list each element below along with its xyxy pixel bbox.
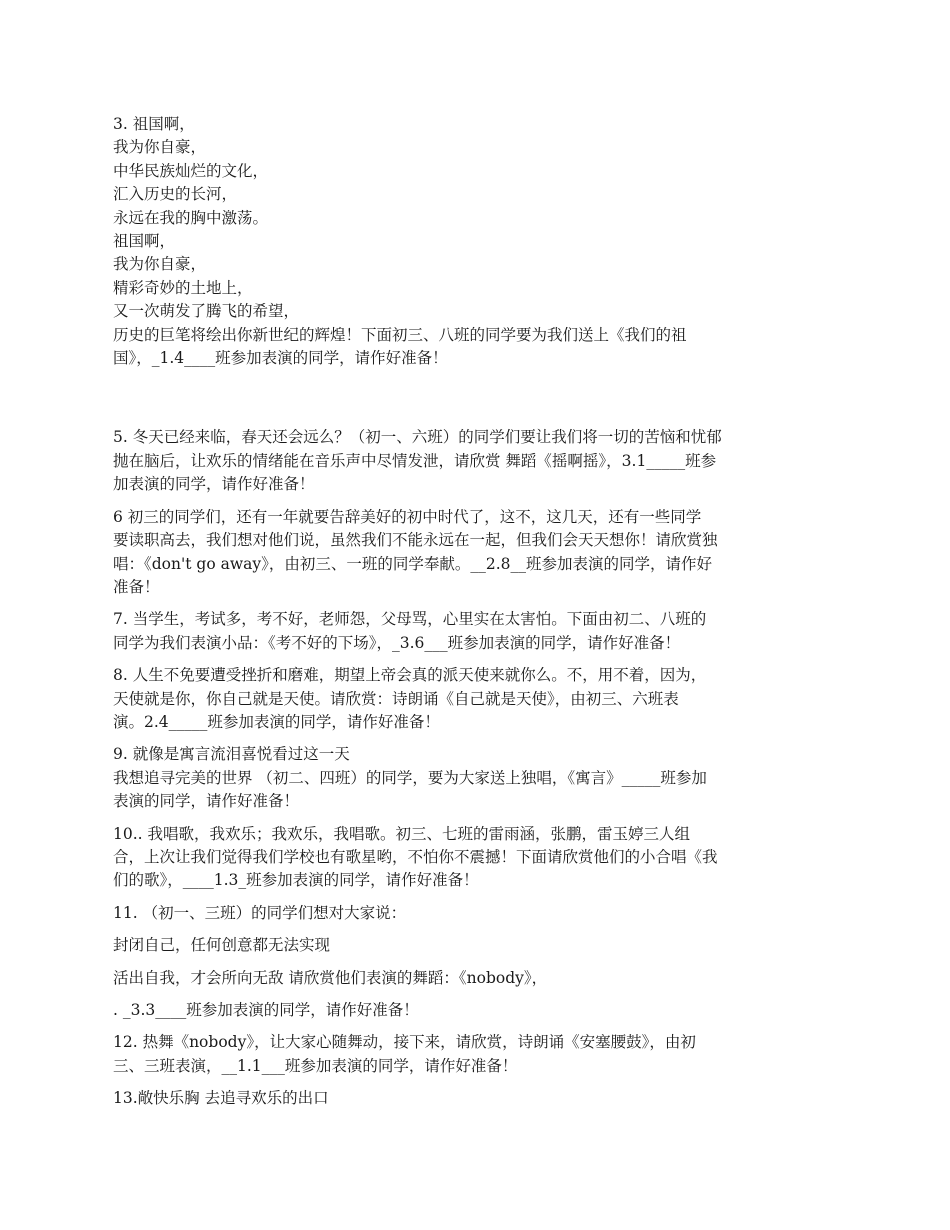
- paragraph-11-line3: [113, 967, 843, 990]
- spacer: [113, 497, 843, 506]
- spacer: [113, 1022, 843, 1031]
- paragraph-11-line4: [113, 999, 843, 1022]
- text-line: 6 初三的同学们，还有一年就要告辞美好的初中时代了，这不，这几天，还有一些同学: [113, 507, 702, 526]
- text-line: 5. 冬天已经来临，春天还会远么？（初一、六班）的同学们要让我们将一切的苦恼和忧郁: [113, 428, 722, 447]
- text-line: 唱：《don't go away》，由初三、一班的同学奉献。__2.8__班参加表演的同学，请作好: [113, 554, 712, 573]
- paragraph-3-poem: [113, 113, 843, 370]
- text-line: 国》，_1.4____班参加表演的同学，请作好准备！: [113, 349, 448, 368]
- text-line: 又一次萌发了腾飞的希望，: [113, 302, 300, 321]
- text-line: 11. （初一、三班）的同学们想对大家说：: [113, 903, 407, 922]
- text-line: 9. 就像是寓言流泪喜悦看过这一天: [113, 745, 350, 764]
- text-line: 同学为我们表演小品：《考不好的下场》，_3.6___班参加表演的同学，请作好准备！: [113, 633, 681, 652]
- text-line: 12. 热舞《nobody》，让大家心随舞动，接下来，请欣赏，诗朗诵《安塞腰鼓》，由初: [113, 1033, 696, 1052]
- text-line: 我为你自豪，: [113, 138, 207, 157]
- text-line: 们的歌》，____1.3_班参加表演的同学，请作好准备！: [113, 871, 479, 890]
- paragraph-10: [113, 823, 843, 893]
- text-line: 历史的巨笔将绘出你新世纪的辉煌！下面初三、八班的同学要为我们送上《我们的祖: [113, 325, 687, 344]
- spacer: [113, 370, 843, 426]
- text-line: 8. 人生不免要遭受挫折和磨难，期望上帝会真的派天使来就你么。不，用不着，因为，: [113, 666, 707, 685]
- text-line: 我为你自豪，: [113, 255, 207, 274]
- paragraph-11-line2: [113, 934, 843, 957]
- text-line: . _3.3____班参加表演的同学，请作好准备！: [113, 1001, 419, 1019]
- spacer: [113, 599, 843, 608]
- text-line: 封闭自己，任何创意都无法实现: [113, 936, 331, 955]
- text-line: 抛在脑后，让欢乐的情绪能在音乐声中尽情发泄，请欣赏 舞蹈《摇啊摇》，3.1_____班参: [113, 451, 717, 470]
- spacer: [113, 655, 843, 664]
- text-line: 3. 祖国啊，: [113, 115, 195, 133]
- paragraph-6: [113, 506, 843, 600]
- paragraph-8: [113, 664, 843, 734]
- spacer: [113, 958, 843, 967]
- text-line: 13.敞快乐胸 去追寻欢乐的出口: [113, 1089, 329, 1108]
- text-line: 7. 当学生，考试多，考不好，老师怨，父母骂，心里实在太害怕。下面由初二、八班的: [113, 610, 707, 629]
- paragraph-7: [113, 608, 843, 655]
- spacer: [113, 814, 843, 823]
- paragraph-5: [113, 426, 843, 496]
- text-line: 加表演的同学，请作好准备！: [113, 475, 315, 494]
- document-body: [113, 113, 843, 1111]
- paragraph-9: [113, 743, 843, 813]
- paragraph-11-intro: [113, 902, 843, 925]
- text-line: 天使就是你，你自己就是天使。请欣赏：诗朗诵《自己就是天使》，由初三、六班表: [113, 689, 679, 708]
- spacer: [113, 734, 843, 743]
- text-line: 精彩奇妙的土地上，: [113, 278, 253, 297]
- paragraph-13: [113, 1087, 843, 1110]
- text-line: 准备！: [113, 577, 160, 596]
- text-line: 要读职高去，我们想对他们说，虽然我们不能永远在一起，但我们会天天想你！请欣赏独: [113, 531, 718, 550]
- spacer: [113, 1078, 843, 1087]
- text-line: 永远在我的胸中激荡。: [113, 208, 269, 227]
- text-line: 中华民族灿烂的文化，: [113, 161, 269, 180]
- text-line: 合，上次让我们觉得我们学校也有歌星哟，不怕你不震撼！下面请欣赏他们的小合唱《我: [113, 847, 718, 866]
- text-line: 活出自我，才会所向无敌 请欣赏他们表演的舞蹈：《nobody》，: [113, 968, 548, 987]
- text-line: 我想追寻完美的世界 （初二、四班）的同学，要为大家送上独唱，《寓言》_____班参加: [113, 768, 707, 787]
- text-line: 祖国啊，: [113, 232, 176, 251]
- text-line: 汇入历史的长河，: [113, 185, 238, 204]
- text-line: 10.. 我唱歌，我欢乐；我欢乐，我唱歌。初三、七班的雷雨涵，张鹏，雷玉婷三人组: [113, 824, 691, 843]
- text-line: 演。2.4_____班参加表演的同学，请作好准备！: [113, 712, 440, 731]
- spacer: [113, 990, 843, 999]
- spacer: [113, 925, 843, 934]
- paragraph-12: [113, 1031, 843, 1078]
- spacer: [113, 893, 843, 902]
- text-line: 三、三班表演，__1.1___班参加表演的同学，请作好准备！: [113, 1056, 518, 1075]
- text-line: 表演的同学，请作好准备！: [113, 792, 300, 811]
